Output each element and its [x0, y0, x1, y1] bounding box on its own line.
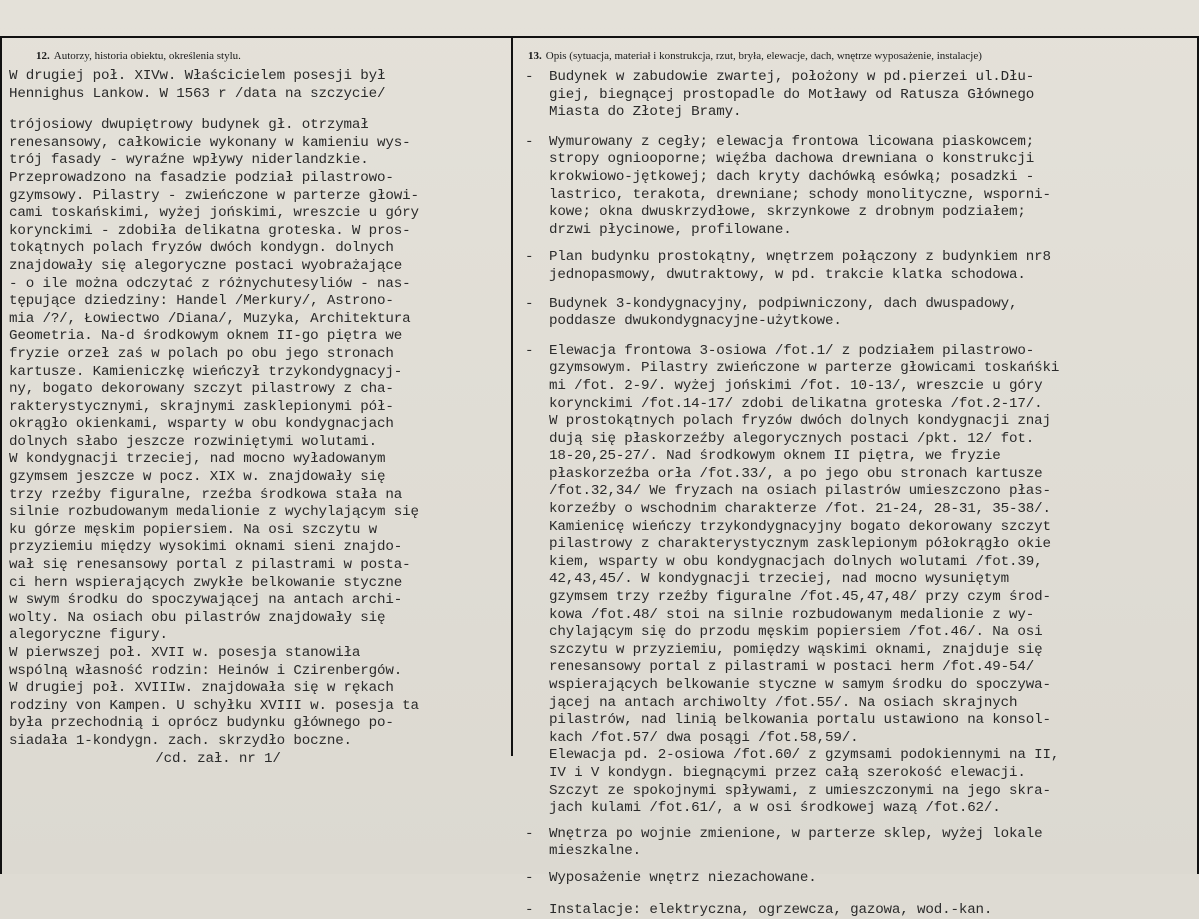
text-line: Elewacja frontowa 3-osiowa /fot.1/ z podziałem pilastrowo- [549, 342, 1035, 359]
text-line: alegoryczne figury. [9, 627, 168, 644]
text-line: wolty. Na osiach obu pilastrów znajdowały się [9, 609, 386, 626]
text-line: 42,43,45/. W kondygnacji trzeciej, nad mocno wysuniętym [549, 571, 1010, 588]
text-line: Przeprowadzono na fasadzie podział pilastrowo- [9, 169, 394, 186]
item-gap [535, 818, 1185, 826]
section-12-number: 12. [36, 50, 50, 62]
text-line: płaskorzeźba orła /fot.33/, a po jego obu stronach kartusze [549, 465, 1043, 482]
text-line: kartusze. Kamieniczkę wieńczył trzykondygnacyj- [9, 363, 403, 380]
bullet-dash: - [525, 825, 534, 842]
text-line: Elewacja pd. 2-osiowa /fot.60/ z gzymsami podokiennymi na II, [549, 747, 1060, 764]
top-border-line [0, 36, 1199, 38]
description-item [525, 869, 1185, 888]
description-item [525, 295, 1185, 331]
text-line: Geometria. Na-d środkowym oknem II-go piętra we [9, 328, 403, 345]
text-line: Budynek w zabudowie zwartej, położony w pd.pierzei ul.Dłu- [549, 69, 1035, 85]
text-line: pilastrowy z charakterystycznym zasklepionym półokrągło okie [549, 536, 1051, 553]
text-line: Wnętrza po wojnie zmienione, w parterze sklep, wyżej lokale [549, 825, 1043, 842]
section-13-heading [528, 50, 982, 62]
text-line: - o ile można odczytać z różnychutesyliów - nas- [9, 275, 411, 292]
item-gap [535, 861, 1185, 870]
text-line: korynckimi /fot.14-17/ zdobi delikatna groteska /fot.2-17/. [549, 395, 1043, 412]
text-line: ny, bogato dekorowany szczyt pilastrowy z cha- [9, 381, 394, 398]
text-line: lastrico, terakota, drewniane; schody monolityczne, wsporni- [549, 186, 1051, 203]
section-12-title: Autorzy, historia obiektu, określenia stylu. [53, 50, 241, 62]
text-line: W pierwszej poł. XVII w. posesja stanowiła [9, 645, 361, 661]
description-item [525, 901, 1185, 919]
text-line: /fot.32,34/ We fryzach na osiach pilastrów umieszczono płas- [549, 483, 1051, 500]
text-line: IV i V kondygn. biegnącymi przez całą szerokość elewacji. [549, 764, 1026, 781]
text-line: trójosiowy dwupiętrowy budynek gł. otrzymał [9, 117, 369, 134]
text-line: W drugiej poł. XIVw. Właścicielem posesji był [9, 68, 386, 84]
text-line: mi /fot. 2-9/. wyżej jońskimi /fot. 10-13/, wreszcie u góry [549, 377, 1043, 394]
text-line: Hennighus Lankow. W 1563 r /data na szczycie/ [9, 85, 386, 102]
text-line: w swym środku do spoczywającej na antach archi- [9, 592, 403, 609]
text-line: gzymsem trzy rzeźby figuralne /fot.45,47,48/ przy czym środ- [549, 589, 1051, 606]
description-column [525, 69, 1185, 919]
text-line: jednopasmowy, dwutraktowy, w pd. trakcie klatka schodowa. [549, 266, 1026, 283]
text-line: Plan budynku prostokątny, wnętrzem połączony z budynkiem nr8 [549, 249, 1051, 266]
bullet-dash: - [525, 901, 534, 918]
text-line: poddasze dwukondygnacyjne-użytkowe. [549, 313, 842, 330]
text-line: drzwi płycinowe, profilowane. [549, 221, 792, 238]
text-line: jach kulami /fot.61/, a w osi środkowej wazą /fot.62/. [549, 800, 1001, 817]
text-line: cami toskańskimi, wyżej jońskimi, wreszcie u góry [9, 205, 419, 222]
text-line: renesansowy portal z pilastrami w postaci herm /fot.49-54/ [549, 659, 1035, 676]
text-line: ci hern wspierających zwykłe belkowanie styczne [9, 574, 403, 591]
item-gap [535, 122, 1185, 134]
text-line: siadała 1-kondygn. zach. skrzydło boczne. [9, 732, 352, 749]
description-item [525, 69, 1185, 122]
text-line: mieszkalne. [549, 843, 642, 860]
description-item [525, 133, 1185, 240]
text-line: W prostokątnych polach fryzów dwóch dolnych kondygnacji znaj [549, 413, 1051, 430]
text-line: znajdowały się alegoryczne postaci wyobrażające [9, 257, 403, 274]
text-line: gzymsem jeszcze w pocz. XIX w. znajdowały się [9, 469, 386, 486]
text-line: Wymurowany z cegły; elewacja frontowa licowana piaskowcem; [549, 133, 1035, 150]
description-item [525, 249, 1185, 284]
text-line: wspólną własność rodzin: Heinów i Czirenbergów. [9, 662, 403, 679]
bullet-dash: - [525, 295, 534, 312]
text-line: Kamienicę wieńczy trzykondygnacyjny bogato dekorowany szczyt [549, 518, 1051, 535]
text-line: ku górze męskim popiersiem. Na osi szczytu w [9, 521, 378, 538]
section-13-title: Opis (sytuacja, materiał i konstrukcja, rzut, bryła, elewacje, dach, wnętrze wyposażenie, instalacje) [545, 50, 982, 62]
section-12-heading [36, 50, 241, 62]
bullet-dash: - [525, 342, 534, 359]
text-line: wspierających belkowanie styczne w samym środku do spoczywa- [549, 677, 1051, 693]
item-gap [535, 239, 1185, 249]
item-gap [535, 285, 1185, 296]
bullet-dash: - [525, 133, 534, 150]
text-line: Szczyt ze spokojnymi spływami, z umieszczonymi na jego skra- [549, 782, 1051, 799]
text-line: krokwiowo-jętkowej; dach kryty dachówką esówką; posadzki - [549, 168, 1035, 185]
text-line: gzymsowy. Pilastry - zwieńczone w parterze głowi- [9, 187, 419, 204]
text-line: rodziny von Kampen. U schyłku XVIII w. posesja ta [9, 697, 419, 714]
text-line: silnie rozbudowanym medalionie z wychylającym się [9, 504, 419, 521]
continuation-note: /cd. zał. nr 1/ [155, 750, 281, 767]
text-line: trój fasady - wyraźne wpływy niderlandzkie. [9, 152, 369, 169]
text-line: pilastrów, nad linią belkowania portalu ustawiono na konsol- [549, 712, 1051, 729]
text-line: trzy rzeźby figuralne, rzeźba środkowa stała na [9, 486, 403, 503]
text-line: Wyposażenie wnętrz niezachowane. [549, 869, 817, 886]
text-line: jącej na antach archiwolty /fot.55/. Na osiach skrajnych [549, 694, 1018, 711]
text-line: przyziemiu między wysokimi oknami sieni znajdo- [9, 539, 403, 556]
description-item [525, 825, 1185, 861]
text-line: kach /fot.57/ dwa posągi /fot.58,59/. [549, 729, 859, 746]
left-border-line [0, 36, 2, 874]
paragraph-gap [9, 103, 507, 117]
text-line: fryzie orzeł zaś w polach po obu jego stronach [9, 345, 394, 362]
text-line: gzymsowym. Pilastry zwieńczone w parterze głowicami toskańśki [549, 360, 1060, 377]
text-line: Budynek 3-kondygnacyjny, podpiwniczony, dach dwuspadowy, [549, 295, 1018, 312]
bullet-dash: - [525, 249, 534, 266]
text-line: korzeźby o wschodnim charakterze /fot. 21-24, 28-31, 35-38/. [549, 501, 1051, 518]
text-line: renesansowy, całkowicie wykonany w kamieniu wys- [9, 134, 411, 151]
text-line: giej, biegnącej prostopadle do Motławy od Ratusza Głównego [549, 86, 1035, 103]
text-line: wał się renesansowy portal z pilastrami w posta- [9, 557, 411, 574]
text-line: dolnych słabo jeszcze rozwiniętymi wolutami. [9, 433, 378, 450]
text-line: kowa /fot.48/ stoi na silnie rozbudowanym medalionie z wy- [549, 606, 1035, 623]
text-line: Instalacje: elektryczna, ogrzewcza, gazowa, wod.-kan. [549, 901, 993, 918]
text-line: była przechodnią i oprócz budynku głównego po- [9, 715, 394, 732]
text-line: W kondygnacji trzeciej, nad mocno wyładowanym [9, 451, 386, 468]
column-divider [511, 36, 513, 756]
text-line: tępujące dziedziny: Handel /Merkury/, Astrono- [9, 293, 394, 310]
item-gap [535, 888, 1185, 902]
text-line: okrągło okienkami, wsparty w obu kondygnacjach [9, 416, 394, 433]
text-line: kowe; okna dwuskrzydłowe, skrzynkowe z drobnym podziałem; [549, 204, 1026, 221]
history-column [9, 68, 507, 768]
text-line: chylającym się do przodu męskim popiersiem /fot.46/. Na osi [549, 624, 1043, 641]
text-line: W drugiej poł. XVIIIw. znajdowała się w rękach [9, 680, 394, 697]
section-13-number: 13. [528, 50, 542, 62]
text-line: dują się płaskorzeźby alegorycznych postaci /pkt. 12/ fot. [549, 430, 1035, 447]
bullet-dash: - [525, 869, 534, 886]
text-line: stropy ogniooporne; więźba dachowa drewniana o konstrukcji [549, 151, 1035, 168]
text-line: tokątnych polach fryzów dwóch kondygn. dolnych [9, 240, 394, 257]
description-item [525, 342, 1185, 818]
bullet-dash: - [525, 69, 534, 85]
text-line: korynckimi - zdobiła delikatna groteska. W pros- [9, 222, 411, 239]
history-paragraph-main [9, 117, 507, 750]
text-line: 18-20,25-27/. Nad środkowym oknem II piętra, we fryzie [549, 448, 1001, 465]
text-line: mia /?/, Łowiectwo /Diana/, Muzyka, Architektura [9, 310, 411, 327]
text-line: Miasta do Złotej Bramy. [549, 104, 742, 121]
history-paragraph-intro [9, 68, 507, 103]
text-line: kiem, wsparty w obu kondygnacjach dolnych wolutami /fot.39, [549, 553, 1043, 570]
text-line: szczytu w przyziemiu, pomiędzy wąskimi oknami, znajduje się [549, 641, 1043, 658]
item-gap [535, 331, 1185, 343]
text-line: rakterystycznymi, skrajnymi zasklepionymi pół- [9, 398, 394, 415]
